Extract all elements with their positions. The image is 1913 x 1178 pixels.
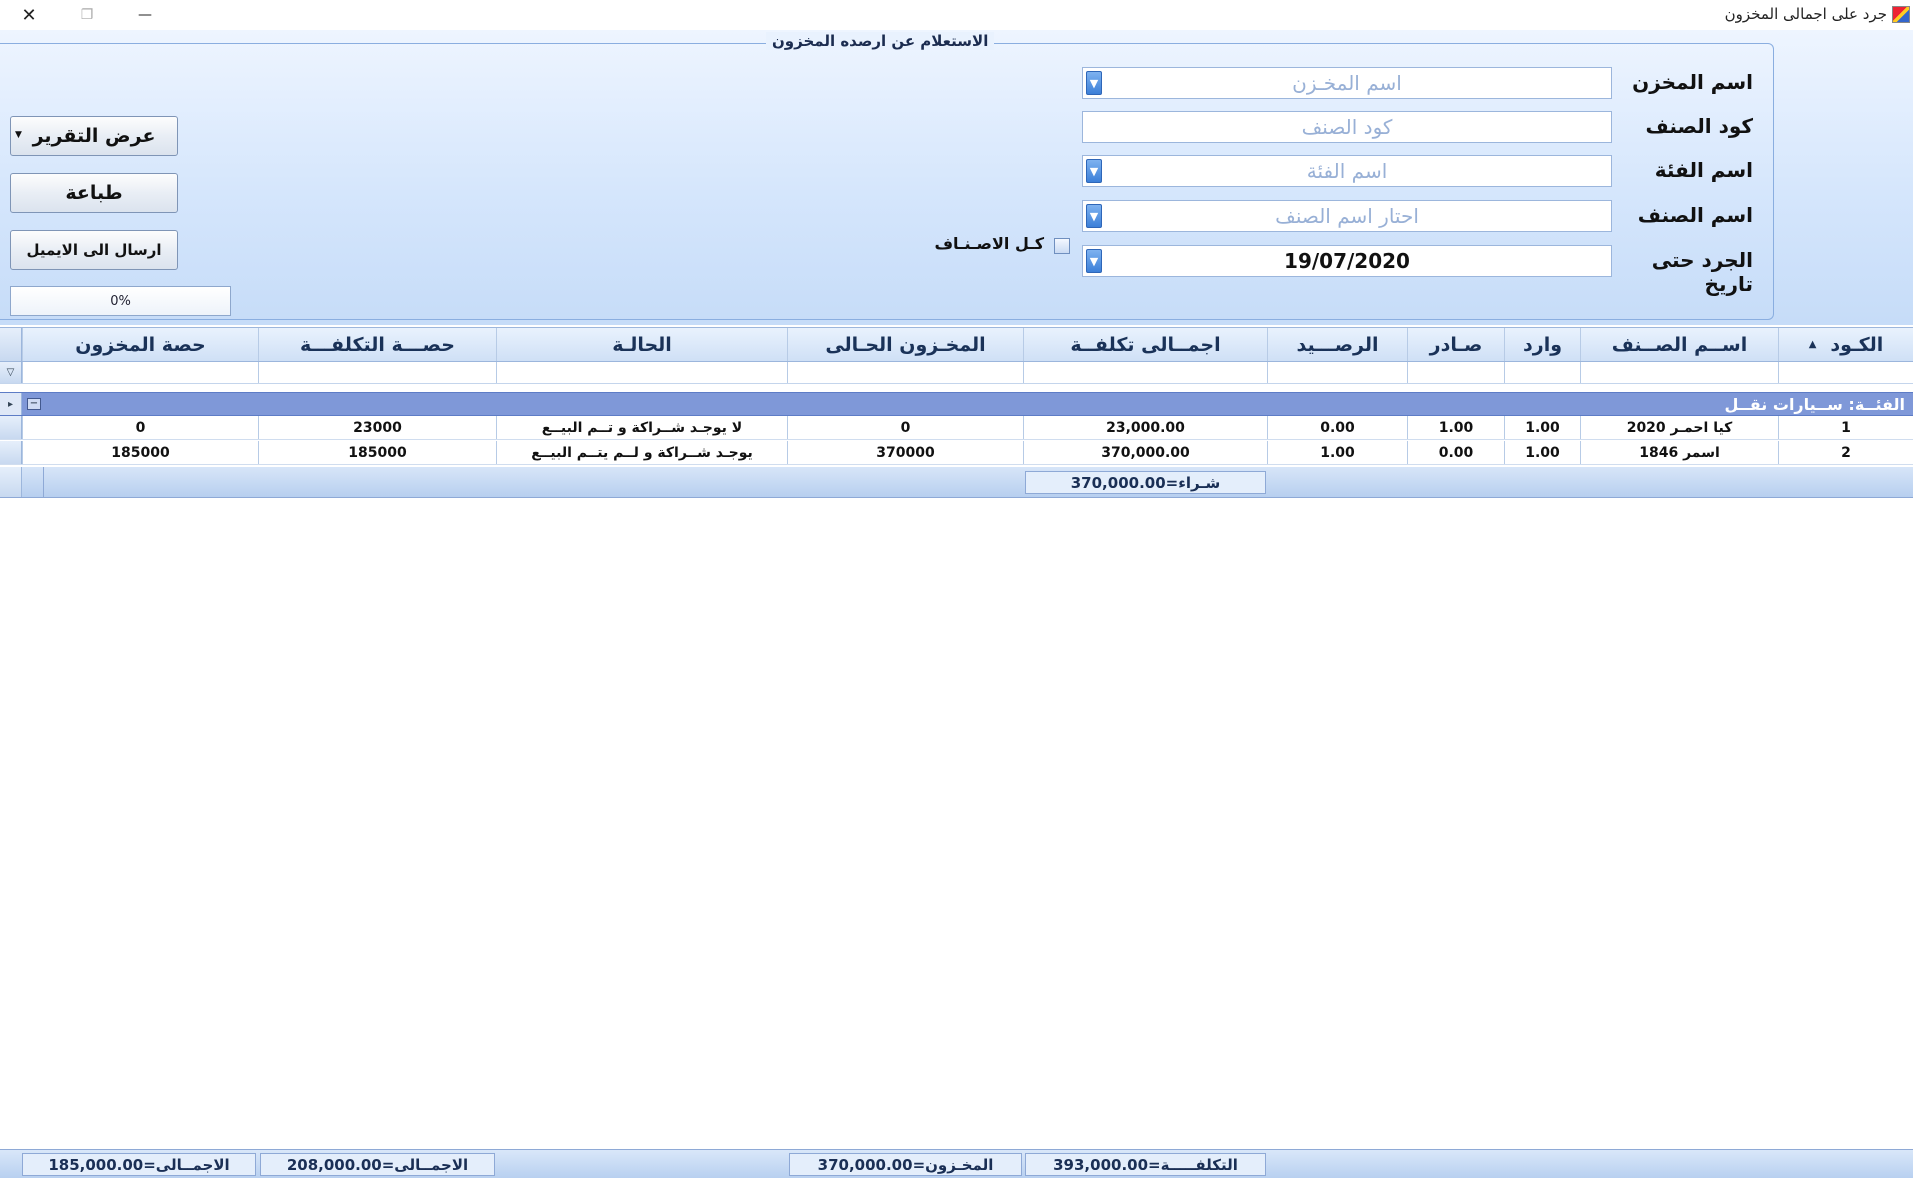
store-label: اسم المخزن — [1632, 70, 1753, 94]
cell-item-name[interactable]: كيا احمـر 2020 — [1580, 416, 1778, 439]
cell-code[interactable]: 2 — [1778, 441, 1913, 464]
filter-cell[interactable] — [1407, 362, 1504, 383]
send-email-button[interactable] — [10, 230, 178, 270]
cell-balance[interactable]: 1.00 — [1267, 441, 1407, 464]
group-summary-purchase: شـراء=370,000.00 — [1025, 471, 1266, 494]
filter-cell[interactable] — [1504, 362, 1580, 383]
all-items-checkbox[interactable] — [1054, 238, 1070, 254]
item-name-label: اسم الصنف — [1637, 203, 1753, 227]
row-indicator — [0, 467, 22, 497]
filter-cell[interactable] — [496, 362, 787, 383]
cell-cost-share[interactable]: 185000 — [258, 441, 496, 464]
query-panel — [0, 30, 1913, 325]
footer-cost-share-total: الاجمــالى=208,000.00 — [260, 1153, 495, 1176]
cell-total-cost[interactable]: 23,000.00 — [1023, 416, 1267, 439]
category-placeholder: اسم الفئة — [1306, 159, 1388, 183]
collapse-group-icon[interactable]: − — [27, 398, 41, 410]
cell-current-stock[interactable]: 370000 — [787, 441, 1023, 464]
calendar-dropdown-icon: ▼ — [1089, 254, 1099, 268]
cell-incoming[interactable]: 1.00 — [1504, 441, 1580, 464]
item-code-input[interactable] — [1082, 111, 1612, 143]
dropdown-arrow-icon: ▼ — [15, 130, 22, 140]
filter-cell[interactable] — [787, 362, 1023, 383]
header-corner — [0, 328, 22, 361]
category-select[interactable] — [1082, 155, 1612, 187]
col-header-code[interactable] — [1778, 328, 1913, 361]
filter-cell[interactable] — [258, 362, 496, 383]
date-dropdown-button[interactable] — [1086, 249, 1102, 273]
cell-current-stock[interactable]: 0 — [787, 416, 1023, 439]
table-row[interactable] — [0, 441, 1913, 465]
print-button[interactable] — [10, 173, 178, 213]
table-row[interactable] — [0, 416, 1913, 440]
filter-cell[interactable] — [1023, 362, 1267, 383]
progress-text: 0% — [110, 293, 131, 309]
footer-stock-total: المخـزون=370,000.00 — [789, 1153, 1022, 1176]
group-label: الفئــة: ســيارات نقــل — [1724, 395, 1905, 414]
maximize-icon: ❐ — [80, 7, 94, 23]
close-icon: ✕ — [21, 4, 37, 26]
store-dropdown-button[interactable] — [1086, 71, 1102, 95]
filter-cell[interactable] — [1267, 362, 1407, 383]
cell-item-name[interactable]: اسمر 1846 — [1580, 441, 1778, 464]
send-email-label: ارسال الى الايميل — [26, 241, 162, 259]
grid-header-row — [0, 328, 1913, 362]
footer-cost-total: التكلفـــــة=393,000.00 — [1025, 1153, 1266, 1176]
category-dropdown-button[interactable] — [1086, 159, 1102, 183]
col-header-status[interactable]: الحالـة — [496, 328, 787, 361]
until-date-label: الجرد حتى تاريخ — [1651, 248, 1753, 296]
grid-footer — [0, 1149, 1913, 1178]
cell-stock-share[interactable]: 185000 — [22, 441, 258, 464]
all-items-label: كـل الاصـنـاف — [934, 234, 1044, 253]
close-button[interactable] — [0, 0, 58, 30]
store-placeholder: اسم المخـزن — [1292, 71, 1402, 95]
sort-ascending-icon: ▲ — [1808, 339, 1817, 350]
col-header-incoming[interactable]: وارد — [1504, 328, 1580, 361]
row-indicator[interactable] — [0, 416, 22, 439]
item-name-select[interactable] — [1082, 200, 1612, 232]
group-indent — [22, 467, 44, 497]
store-select[interactable] — [1082, 67, 1612, 99]
chevron-down-icon: ▼ — [1089, 164, 1099, 178]
group-row[interactable] — [0, 392, 1913, 416]
col-header-total-cost[interactable]: اجمــالى تكلفــة — [1023, 328, 1267, 361]
app-icon — [1892, 6, 1910, 23]
col-header-balance[interactable]: الرصـــيد — [1267, 328, 1407, 361]
col-header-stock-share[interactable]: حصة المخزون — [22, 328, 258, 361]
show-report-label: عرض التقرير — [32, 125, 156, 147]
cell-status[interactable]: لا يوجـد شــراكة و تــم البيــع — [496, 416, 787, 439]
filter-row[interactable] — [0, 362, 1913, 384]
filter-cell[interactable] — [1580, 362, 1778, 383]
group-summary-row — [0, 467, 1913, 498]
minimize-button[interactable] — [116, 0, 174, 30]
minimize-icon: — — [138, 7, 152, 23]
col-header-outgoing[interactable]: صـادر — [1407, 328, 1504, 361]
cell-status[interactable]: يوجـد شــراكة و لــم يتــم البيــع — [496, 441, 787, 464]
query-group-title: الاستعلام عن ارصده المخزون — [766, 32, 994, 50]
row-indicator[interactable] — [0, 441, 22, 464]
row-indicator-arrow-icon: ▸ — [0, 393, 22, 415]
col-header-item-name[interactable]: اســم الصــنف — [1580, 328, 1778, 361]
col-header-cost-share[interactable]: حصـــة التكلفـــة — [258, 328, 496, 361]
filter-cell[interactable] — [1778, 362, 1913, 383]
item-code-label: كود الصنف — [1645, 114, 1753, 138]
inventory-grid — [0, 327, 1913, 1149]
chevron-down-icon: ▼ — [1089, 76, 1099, 90]
cell-cost-share[interactable]: 23000 — [258, 416, 496, 439]
category-label: اسم الفئة — [1654, 158, 1753, 182]
cell-outgoing[interactable]: 0.00 — [1407, 441, 1504, 464]
cell-code[interactable]: 1 — [1778, 416, 1913, 439]
item-code-placeholder: كود الصنف — [1301, 115, 1393, 139]
cell-total-cost[interactable]: 370,000.00 — [1023, 441, 1267, 464]
filter-icon[interactable]: ▽ — [0, 362, 22, 383]
col-header-current-stock[interactable]: المخـزون الحـالى — [787, 328, 1023, 361]
filter-cell[interactable] — [22, 362, 258, 383]
cell-outgoing[interactable]: 1.00 — [1407, 416, 1504, 439]
maximize-button[interactable] — [58, 0, 116, 30]
title-bar — [0, 0, 1913, 30]
window-title: جرد على اجمالى المخزون — [1724, 5, 1887, 23]
until-date-picker[interactable] — [1082, 245, 1612, 277]
footer-stock-share-total: الاجمــالى=185,000.00 — [22, 1153, 256, 1176]
show-report-button[interactable] — [10, 116, 178, 156]
progress-bar — [10, 286, 231, 316]
cell-stock-share[interactable]: 0 — [22, 416, 258, 439]
chevron-down-icon: ▼ — [1089, 209, 1099, 223]
print-label: طباعة — [65, 182, 123, 204]
col-header-code-label: الكـود — [1830, 333, 1884, 356]
cell-balance[interactable]: 0.00 — [1267, 416, 1407, 439]
cell-incoming[interactable]: 1.00 — [1504, 416, 1580, 439]
item-name-placeholder: احتار اسم الصنف — [1275, 204, 1419, 228]
item-name-dropdown-button[interactable] — [1086, 204, 1102, 228]
until-date-value: 19/07/2020 — [1284, 249, 1410, 273]
